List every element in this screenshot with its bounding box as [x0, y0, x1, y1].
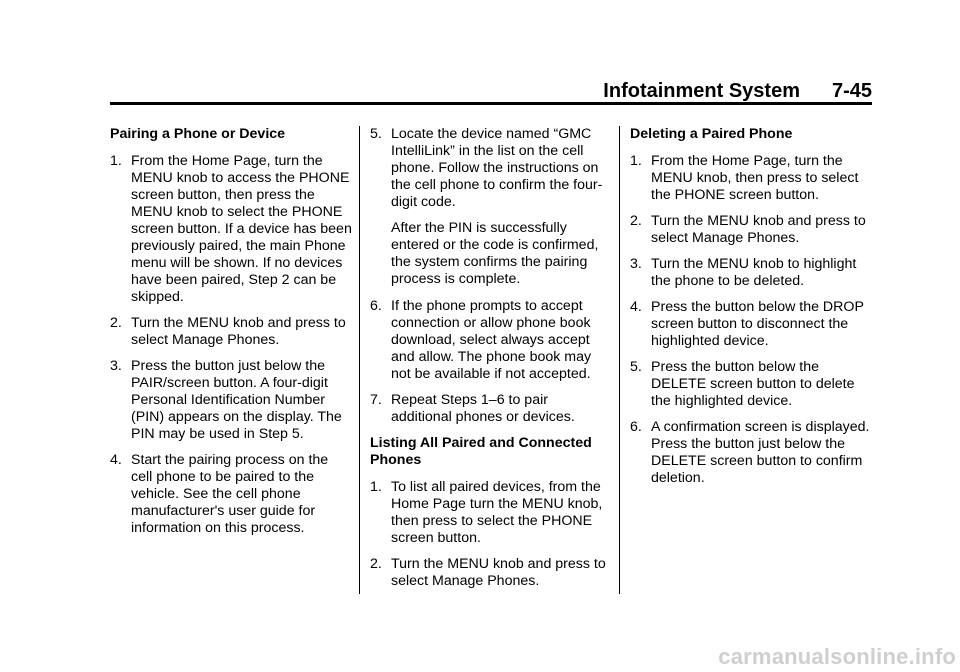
section-heading: Deleting a Paired Phone: [630, 126, 793, 142]
step-number: 6.: [370, 298, 382, 314]
step-item: [630, 419, 874, 487]
step-item: [630, 299, 874, 350]
header-rule: [110, 102, 872, 105]
column-3: [630, 126, 874, 496]
step-text: Press the button below the DELETE screen button to delete the highlighted device.: [651, 359, 855, 409]
step-text: Press the button below the DROP screen button to disconnect the highlighted device.: [651, 299, 864, 349]
column-divider: [619, 126, 620, 594]
step-number: 3.: [630, 256, 642, 272]
step-item: [110, 153, 352, 306]
step-text: Turn the MENU knob and press to select Manage Phones.: [391, 556, 606, 589]
step-text: Turn the MENU knob and press to select Manage Phones.: [651, 213, 866, 246]
step-item: [110, 452, 352, 537]
step-text: Start the pairing process on the cell phone to be paired to the vehicle. See the cell phone manufacturer's user guide for information on this process.: [131, 452, 329, 536]
step-item: [370, 479, 608, 547]
step-number: 5.: [630, 359, 642, 375]
step-text: Turn the MENU knob and press to select Manage Phones.: [131, 315, 346, 348]
step-item: [370, 126, 608, 211]
step-text: A confirmation screen is displayed. Press the button just below the DELETE screen button to confirm deletion.: [651, 419, 870, 486]
column-divider: [359, 126, 360, 594]
step-number: 1.: [630, 153, 642, 169]
section-heading: Pairing a Phone or Device: [110, 126, 286, 142]
step-number: 7.: [370, 392, 382, 408]
step-item: [110, 315, 352, 349]
step-number: 4.: [110, 452, 122, 468]
section-title: Infotainment System: [603, 80, 800, 102]
step-item: [630, 213, 874, 247]
step-item: [370, 392, 608, 426]
step-text: To list all paired devices, from the Home Page turn the MENU knob, then press to select the PHONE screen button.: [391, 479, 603, 546]
page-header: [110, 80, 872, 102]
step-text: Repeat Steps 1–6 to pair additional phones or devices.: [391, 392, 575, 425]
step-number: 4.: [630, 299, 642, 315]
page-number: 7-45: [831, 80, 872, 102]
step-item: [630, 256, 874, 290]
step-text: From the Home Page, turn the MENU knob, then press to select the PHONE screen button.: [651, 153, 859, 203]
watermark: carmanualsonline.info: [718, 644, 956, 669]
step-text: From the Home Page, turn the MENU knob to access the PHONE screen button, then press the MENU knob to select the PHONE screen button. If a device has been previously paired, the main Phone menu will be shown. If no devices have been paired, Step 2 can be skipped.: [131, 153, 352, 305]
column-2: [370, 126, 608, 599]
step-number: 6.: [630, 419, 642, 435]
step-text: If the phone prompts to accept connection or allow phone book download, select always accept and allow. The phone book may not be available if not accepted.: [391, 298, 592, 382]
step-number: 3.: [110, 358, 122, 374]
step-number: 1.: [110, 153, 122, 169]
column-1: [110, 126, 352, 546]
section-heading: Listing All Paired and Connected Phones: [370, 435, 592, 468]
step-number: 1.: [370, 479, 382, 495]
step-number: 2.: [370, 556, 382, 572]
step-item: [370, 556, 608, 590]
step-item: [110, 358, 352, 443]
step-number: 5.: [370, 126, 382, 142]
step-text: Locate the device named “GMC IntelliLink” in the list on the cell phone. Follow the instructions on the cell phone to confirm the four-digit code.: [391, 126, 603, 210]
step-item: [630, 359, 874, 410]
step-text: Turn the MENU knob to highlight the phone to be deleted.: [651, 256, 857, 289]
step-number: 2.: [630, 213, 642, 229]
step-item: [630, 153, 874, 204]
step-text: Press the button just below the PAIR/screen button. A four-digit Personal Identification Number (PIN) appears on the display. The PIN may be used in Step 5.: [131, 358, 342, 442]
step-number: 2.: [110, 315, 122, 331]
step-note: After the PIN is successfully entered or the code is confirmed, the system confirms the pairing process is complete.: [391, 220, 599, 287]
step-item: [370, 298, 608, 383]
